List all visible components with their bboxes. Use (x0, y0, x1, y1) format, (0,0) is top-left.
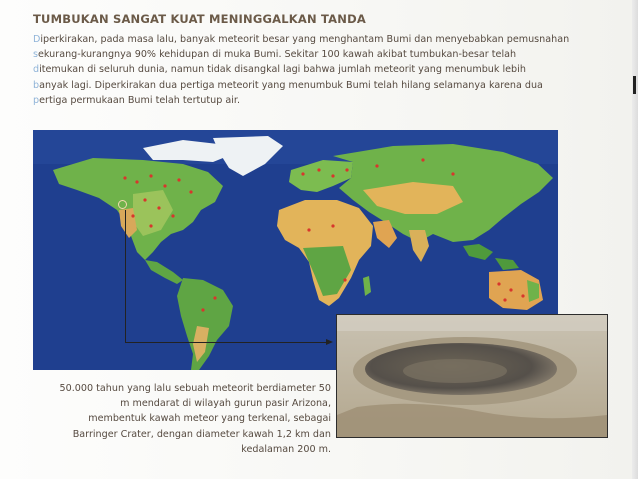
crater-dot (451, 172, 454, 175)
crater-dot (177, 178, 180, 181)
crater-caption (33, 381, 331, 457)
leader-line-horizontal (125, 342, 330, 343)
crater-dot (123, 176, 126, 179)
crater-dot (421, 158, 424, 161)
caption-line: m mendarat di wilayah gurun pasir Arizona, (120, 398, 331, 410)
crater-dot (317, 168, 320, 171)
intro-line: Diperkirakan, pada masa lalu, banyak meteorit besar yang menghantam Bumi dan menyebabkan pemusnahan (33, 34, 570, 45)
barringer-location-marker (118, 200, 127, 209)
crater-dot (149, 174, 152, 177)
crater-dot (201, 308, 204, 311)
crater-dot (189, 190, 192, 193)
intro-line: banyak lagi. Diperkirakan dua pertiga meteorit yang menumbuk Bumi telah hilang selamanya karena dua (33, 79, 543, 91)
crater-dot (301, 172, 304, 175)
barringer-crater-photo (336, 314, 608, 438)
caption-line: membentuk kawah meteor yang terkenal, sebagai (88, 413, 331, 425)
crater-dot (213, 296, 216, 299)
crater-dot (143, 198, 146, 201)
leader-arrowhead (326, 339, 333, 345)
page-heading: TUMBUKAN SANGAT KUAT MENINGGALKAN TANDA (33, 12, 366, 26)
crater-dot (331, 224, 334, 227)
crater-dot (131, 214, 134, 217)
crater-dot (497, 282, 500, 285)
crater-dot (149, 224, 152, 227)
crater-dot (521, 294, 524, 297)
crater-dot (331, 174, 334, 177)
edge-mark (633, 76, 636, 94)
crater-dot (171, 214, 174, 217)
intro-line: ditemukan di seluruh dunia, namun tidak disangkal lagi bahwa jumlah meteorit yang menumbuk lebih (33, 64, 526, 76)
horizon (337, 315, 607, 331)
caption-line: Barringer Crater, dengan diameter kawah 1,2 km dan (72, 428, 331, 440)
crater-dot (343, 278, 346, 281)
crater-dot (509, 288, 512, 291)
leader-line-vertical (125, 210, 126, 343)
crater-dot (375, 164, 378, 167)
caption-line: kedalaman 200 m. (241, 443, 331, 455)
page-edge (632, 0, 638, 479)
crater-dot (307, 228, 310, 231)
intro-line: sekurang-kurangnya 90% kehidupan di muka Bumi. Sekitar 100 kawah akibat tumbukan-besar telah (33, 49, 517, 61)
intro-paragraph (33, 32, 593, 108)
crater-dot (163, 184, 166, 187)
crater-dot (157, 206, 160, 209)
crater-dot (503, 298, 506, 301)
crater-floor (403, 359, 507, 383)
caption-line: 50.000 tahun yang lalu sebuah meteorit berdiameter 50 (59, 383, 331, 394)
crater-dot (135, 180, 138, 183)
intro-line: pertiga permukaan Bumi telah tertutup air. (33, 94, 241, 106)
crater-dot (345, 168, 348, 171)
crater-photo-graphic (337, 315, 607, 437)
